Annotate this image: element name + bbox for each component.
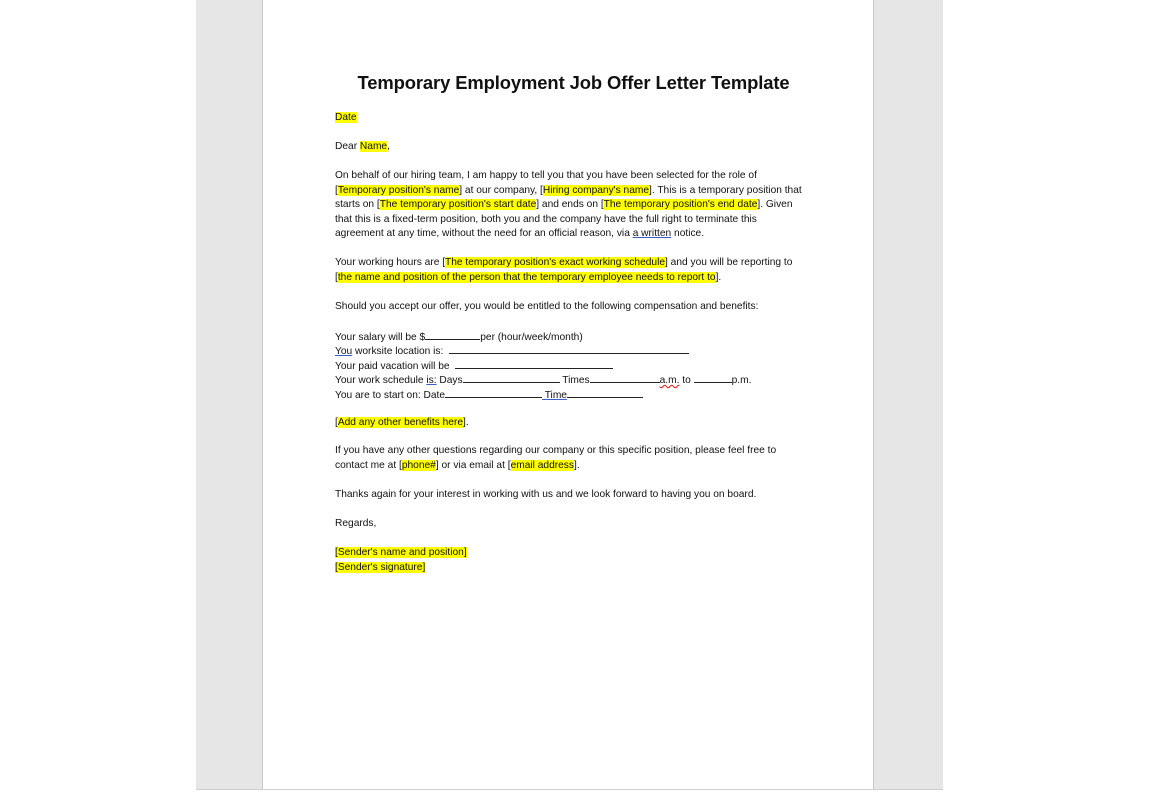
text-run: notice. [671, 228, 705, 239]
intro-line-3 [335, 198, 793, 212]
supervisor-placeholder: the name and position of the person that the temporary employee needs to report to [337, 272, 716, 283]
intro-line-5 [335, 227, 704, 241]
date-placeholder: Date [335, 112, 357, 123]
end-time-blank[interactable] [694, 372, 732, 383]
text-run: Your work schedule [335, 375, 427, 386]
text-run: ]. [463, 417, 469, 428]
benefits-placeholder: Add any other benefits here [337, 417, 464, 428]
text-run: p.m. [731, 375, 752, 386]
text-run: contact me at [ [335, 460, 402, 471]
greeting-line [335, 140, 390, 154]
questions-line-1: If you have any other questions regarding our company or this specific position, please feel free to [335, 445, 777, 456]
start-time-blank[interactable] [567, 387, 643, 398]
document-title: Temporary Employment Job Offer Letter Template [357, 72, 790, 93]
thanks-line: Thanks again for your interest in working with us and we look forward to having you on board. [335, 489, 757, 500]
text-run: Times [559, 375, 590, 386]
text-run: ] and you will be reporting to [665, 257, 793, 268]
spelling-flag[interactable]: a.m. [659, 375, 680, 386]
text-run: ] or via email at [ [435, 460, 511, 471]
intro-line-1: On behalf of our hiring team, I am happy to tell you that you have been selected for the role of [335, 170, 757, 181]
start-line [335, 387, 643, 401]
questions-line-2 [335, 459, 580, 473]
grammar-flag[interactable]: You [335, 346, 353, 357]
email-placeholder: email address [510, 460, 574, 471]
hours-line-2 [335, 271, 721, 285]
text-run: You are to start on: Date [335, 390, 446, 401]
text-run: Your working hours are [ [335, 257, 446, 268]
accept-line: Should you accept our offer, you would be entitled to the following compensation and benefits: [335, 301, 759, 312]
name-placeholder: Name [359, 141, 388, 152]
document-page[interactable] [262, 0, 874, 789]
start-date-placeholder: The temporary position's start date [379, 199, 537, 210]
text-run: [ [335, 417, 338, 428]
text-run: Days [436, 375, 463, 386]
position-name-placeholder: Temporary position's name [337, 185, 460, 196]
grammar-flag[interactable]: a written [632, 228, 672, 239]
vacation-blank[interactable] [455, 358, 613, 369]
sender-signature-placeholder: [Sender's signature] [335, 562, 426, 573]
text-run: Your salary will be $ [335, 332, 426, 343]
end-date-placeholder: The temporary position's end date [603, 199, 758, 210]
schedule-line [335, 372, 751, 386]
text-run: agreement at any time, without the need for an official reason, via [335, 228, 633, 239]
text-run: to [679, 375, 694, 386]
salary-blank[interactable] [425, 329, 480, 340]
text-run: ] at our company, [ [459, 185, 543, 196]
intro-line-2 [335, 184, 802, 198]
text-run: ] and ends on [ [536, 199, 604, 210]
hours-line-1 [335, 256, 792, 270]
intro-line-4: that this is a fixed-term position, both you and the company have the full right to terminate this [335, 214, 757, 225]
text-run: [ [335, 185, 338, 196]
company-name-placeholder: Hiring company's name [542, 185, 650, 196]
grammar-flag[interactable]: Time [542, 390, 567, 401]
grammar-flag[interactable]: is: [426, 375, 437, 386]
greeting-prefix: Dear [335, 141, 360, 152]
days-blank[interactable] [463, 372, 560, 383]
worksite-blank[interactable] [449, 343, 689, 354]
text-run: per (hour/week/month) [480, 332, 583, 343]
benefits-line [335, 416, 469, 430]
worksite-line [335, 343, 689, 357]
regards-line: Regards, [335, 518, 377, 529]
text-run: starts on [ [335, 199, 380, 210]
text-run: ]. [574, 460, 580, 471]
date-line [335, 111, 357, 125]
text-run: Your paid vacation will be [335, 361, 450, 372]
text-run: ]. Given [757, 199, 793, 210]
schedule-placeholder: The temporary position's exact working schedule [445, 257, 665, 268]
vacation-line [335, 358, 613, 372]
phone-placeholder: phone# [401, 460, 436, 471]
text-run: ]. [715, 272, 722, 283]
sender-name-placeholder: [Sender's name and position] [335, 547, 467, 558]
sender-signature-line [335, 561, 425, 575]
text-run: [ [335, 272, 338, 283]
start-date-blank[interactable] [445, 387, 542, 398]
greeting-suffix: , [387, 141, 390, 152]
text-run: worksite location is: [352, 346, 444, 357]
sender-name-line [335, 546, 467, 560]
salary-line [335, 329, 583, 343]
times-blank[interactable] [590, 372, 660, 383]
text-run: ]. This is a temporary position that [649, 185, 802, 196]
